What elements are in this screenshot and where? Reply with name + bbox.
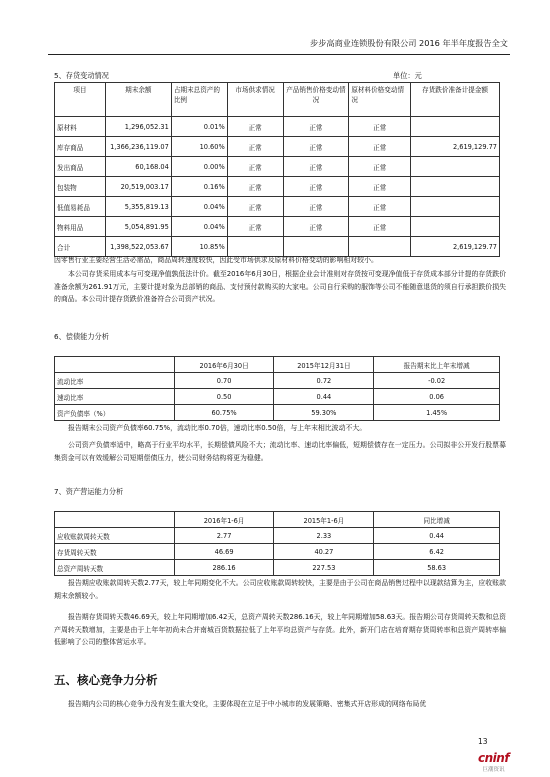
inventory-note: 因零售行业主要经营生活必需品，商品周转速度较快，因此受市场供求及原材料价格变动的影响相对较小。 (54, 256, 378, 264)
table-header-cell: 期末余额 (105, 83, 171, 117)
table-header-cell: 报告期末比上年末增减 (374, 357, 500, 373)
table-cell: 正常 (227, 197, 283, 217)
table-cell: 正常 (283, 217, 349, 237)
table-cell (411, 117, 500, 137)
table-cell: 59.30% (274, 405, 374, 421)
report-header-title: 步步高商业连锁股份有限公司 2016 年半年度报告全文 (310, 38, 508, 48)
table-row (55, 560, 500, 576)
header-divider (48, 54, 510, 55)
table-cell: 0.44 (374, 528, 500, 544)
table-cell: 1,296,052.31 (105, 117, 171, 137)
cninfo-logo-text: cninf (478, 751, 510, 765)
table-cell: -0.02 (374, 373, 500, 389)
table-header-row (55, 512, 500, 528)
table-cell: 10.85% (171, 237, 227, 257)
core-competitiveness-title: 五、核心竞争力分析 (54, 673, 158, 687)
table-header-cell (55, 512, 175, 528)
table-cell: 正常 (283, 197, 349, 217)
table-cell: 0.72 (274, 373, 374, 389)
table-cell: 正常 (349, 177, 411, 197)
table-header-cell: 2016年6月30日 (174, 357, 274, 373)
table-cell: 0.06 (374, 389, 500, 405)
solvency-paragraph-1: 报告期末公司资产负债率60.75%，流动比率0.70倍，速动比率0.50倍，与上年末相比波动不大。 (68, 424, 367, 432)
table-cell: 1.45% (374, 405, 500, 421)
page-number: 13 (478, 737, 488, 746)
table-cell: 低值易耗品 (55, 197, 106, 217)
table-row (55, 117, 500, 137)
table-cell: 正常 (283, 117, 349, 137)
table-header-cell: 产品销售价格变动情况 (283, 83, 349, 117)
table-row (55, 137, 500, 157)
cninfo-logo-subtext: 巨潮资讯 (482, 767, 505, 773)
table-cell: 正常 (283, 157, 349, 177)
table-cell: 速动比率 (55, 389, 175, 405)
table-cell: 存货周转天数 (55, 544, 175, 560)
table-cell: 流动比率 (55, 373, 175, 389)
table-cell: 46.69 (174, 544, 274, 560)
table-cell: 正常 (283, 177, 349, 197)
table-row (55, 197, 500, 217)
table-cell: 正常 (283, 137, 349, 157)
table-cell (411, 157, 500, 177)
table-cell: 应收账款周转天数 (55, 528, 175, 544)
table-cell: 物料用品 (55, 217, 106, 237)
table-header-cell: 2015年1-6月 (274, 512, 374, 528)
table-header-cell: 2016年1-6月 (174, 512, 274, 528)
table-header-row (55, 83, 500, 117)
table-cell: 1,366,236,119.07 (105, 137, 171, 157)
table-cell: 正常 (349, 117, 411, 137)
table-cell: 5,054,891.95 (105, 217, 171, 237)
inventory-paragraph: 本公司存货采用成本与可变现净值孰低法计价。截至2016年6月30日，根据企业会计准则对存货按可变现净值低于存货成本部分计提的存货跌价准备余额为261.91万元，主要计提对象为总部销的商品、支付预付款购买的大家电。公司自行采购的服饰等公司不能随意退货的须自行承担跌价损失的商品。本公司计提存货跌价准备符合公司资产状况。 (54, 270, 506, 304)
table-cell: 正常 (349, 137, 411, 157)
table-cell: 正常 (349, 157, 411, 177)
solvency-table (54, 356, 500, 421)
table-cell: 发出商品 (55, 157, 106, 177)
table-cell: 包装物 (55, 177, 106, 197)
table-cell: 1,398,522,053.67 (105, 237, 171, 257)
operating-table (54, 511, 500, 576)
table-cell: 2,619,129.77 (411, 137, 500, 157)
table-row (55, 405, 500, 421)
table-cell: 60,168.04 (105, 157, 171, 177)
table-cell: 正常 (227, 157, 283, 177)
table-row (55, 528, 500, 544)
table-cell: 58.63 (374, 560, 500, 576)
table-cell: 2,619,129.77 (411, 237, 500, 257)
table-cell: 0.01% (171, 117, 227, 137)
core-competitiveness-paragraph: 报告期内公司的核心竞争力没有发生重大变化，主要体现在立足于中小城市的发展策略、密集式开店形成的网络布局优 (68, 700, 427, 708)
table-header-row (55, 357, 500, 373)
table-cell: 286.16 (174, 560, 274, 576)
table-row (55, 177, 500, 197)
solvency-paragraph-2: 公司资产负债率适中，略高于行业平均水平，长期偿债风险不大；流动比率、速动比率偏低，短期偿债存在一定压力。公司拟非公开发行股票募集资金可以有效缓解公司短期偿债压力，使公司财务结构将更为稳健。 (54, 441, 506, 462)
table-cell: 2.33 (274, 528, 374, 544)
table-cell: 总资产周转天数 (55, 560, 175, 576)
table-cell: 库存商品 (55, 137, 106, 157)
operating-paragraph-1: 报告期应收账款周转天数2.77天，较上年同期变化不大。公司应收账款周转较快，主要是由于公司在商品销售过程中以现款结算为主，应收账款期末余额较小。 (54, 579, 506, 600)
table-cell: 0.44 (274, 389, 374, 405)
table-cell (411, 177, 500, 197)
table-cell: 5,355,819.13 (105, 197, 171, 217)
table-cell: 6.42 (374, 544, 500, 560)
table-header-cell: 项目 (55, 83, 106, 117)
table-cell: 正常 (349, 197, 411, 217)
table-cell: 正常 (227, 217, 283, 237)
table-row (55, 389, 500, 405)
table-header-cell: 原材料价格变动情况 (349, 83, 411, 117)
table-cell: 0.16% (171, 177, 227, 197)
table-row (55, 373, 500, 389)
section-solvency-title: 6、偿债能力分析 (54, 332, 109, 341)
table-header-cell: 存货跌价准备计提金额 (411, 83, 500, 117)
unit-label: 单位：元 (393, 71, 422, 80)
table-cell: 资产负债率（%） (55, 405, 175, 421)
section-inventory-title: 5、存货变动情况 (54, 71, 109, 80)
table-cell: 0.04% (171, 217, 227, 237)
table-cell: 20,519,003.17 (105, 177, 171, 197)
table-cell: 正常 (349, 217, 411, 237)
table-cell: 0.00% (171, 157, 227, 177)
inventory-table (54, 82, 500, 257)
table-cell: 合计 (55, 237, 106, 257)
operating-paragraph-2: 报告期存货周转天数46.69天，较上年同期增加6.42天，总资产周转天数286.16天，较上年同期增加58.63天。报告期公司存货周转天数和总资产周转天数增加，主要是由于上年年初尚未合并南城百货数据拉低了上年平均总资产与存货。此外，新开门店在培育期存货周转率和总资产周转率偏低影响了公司的整体营运水平。 (54, 613, 506, 647)
table-cell: 2.77 (174, 528, 274, 544)
table-cell: 正常 (227, 137, 283, 157)
table-cell: 40.27 (274, 544, 374, 560)
table-cell: 正常 (227, 177, 283, 197)
table-cell: 60.75% (174, 405, 274, 421)
table-cell (411, 197, 500, 217)
section-operating-title: 7、资产营运能力分析 (54, 487, 124, 496)
table-header-cell: 2015年12月31日 (274, 357, 374, 373)
table-cell: 10.60% (171, 137, 227, 157)
table-header-cell: 同比增减 (374, 512, 500, 528)
table-cell: 227.53 (274, 560, 374, 576)
table-header-cell: 市场供求情况 (227, 83, 283, 117)
table-row (55, 544, 500, 560)
cninfo-logo (478, 751, 509, 773)
table-row (55, 217, 500, 237)
table-row (55, 157, 500, 177)
table-header-cell: 占期末总资产的比例 (171, 83, 227, 117)
table-cell: 0.04% (171, 197, 227, 217)
table-cell: 0.50 (174, 389, 274, 405)
table-header-cell (55, 357, 175, 373)
table-cell: 原材料 (55, 117, 106, 137)
table-cell: 0.70 (174, 373, 274, 389)
table-cell (411, 217, 500, 237)
table-cell: 正常 (227, 117, 283, 137)
